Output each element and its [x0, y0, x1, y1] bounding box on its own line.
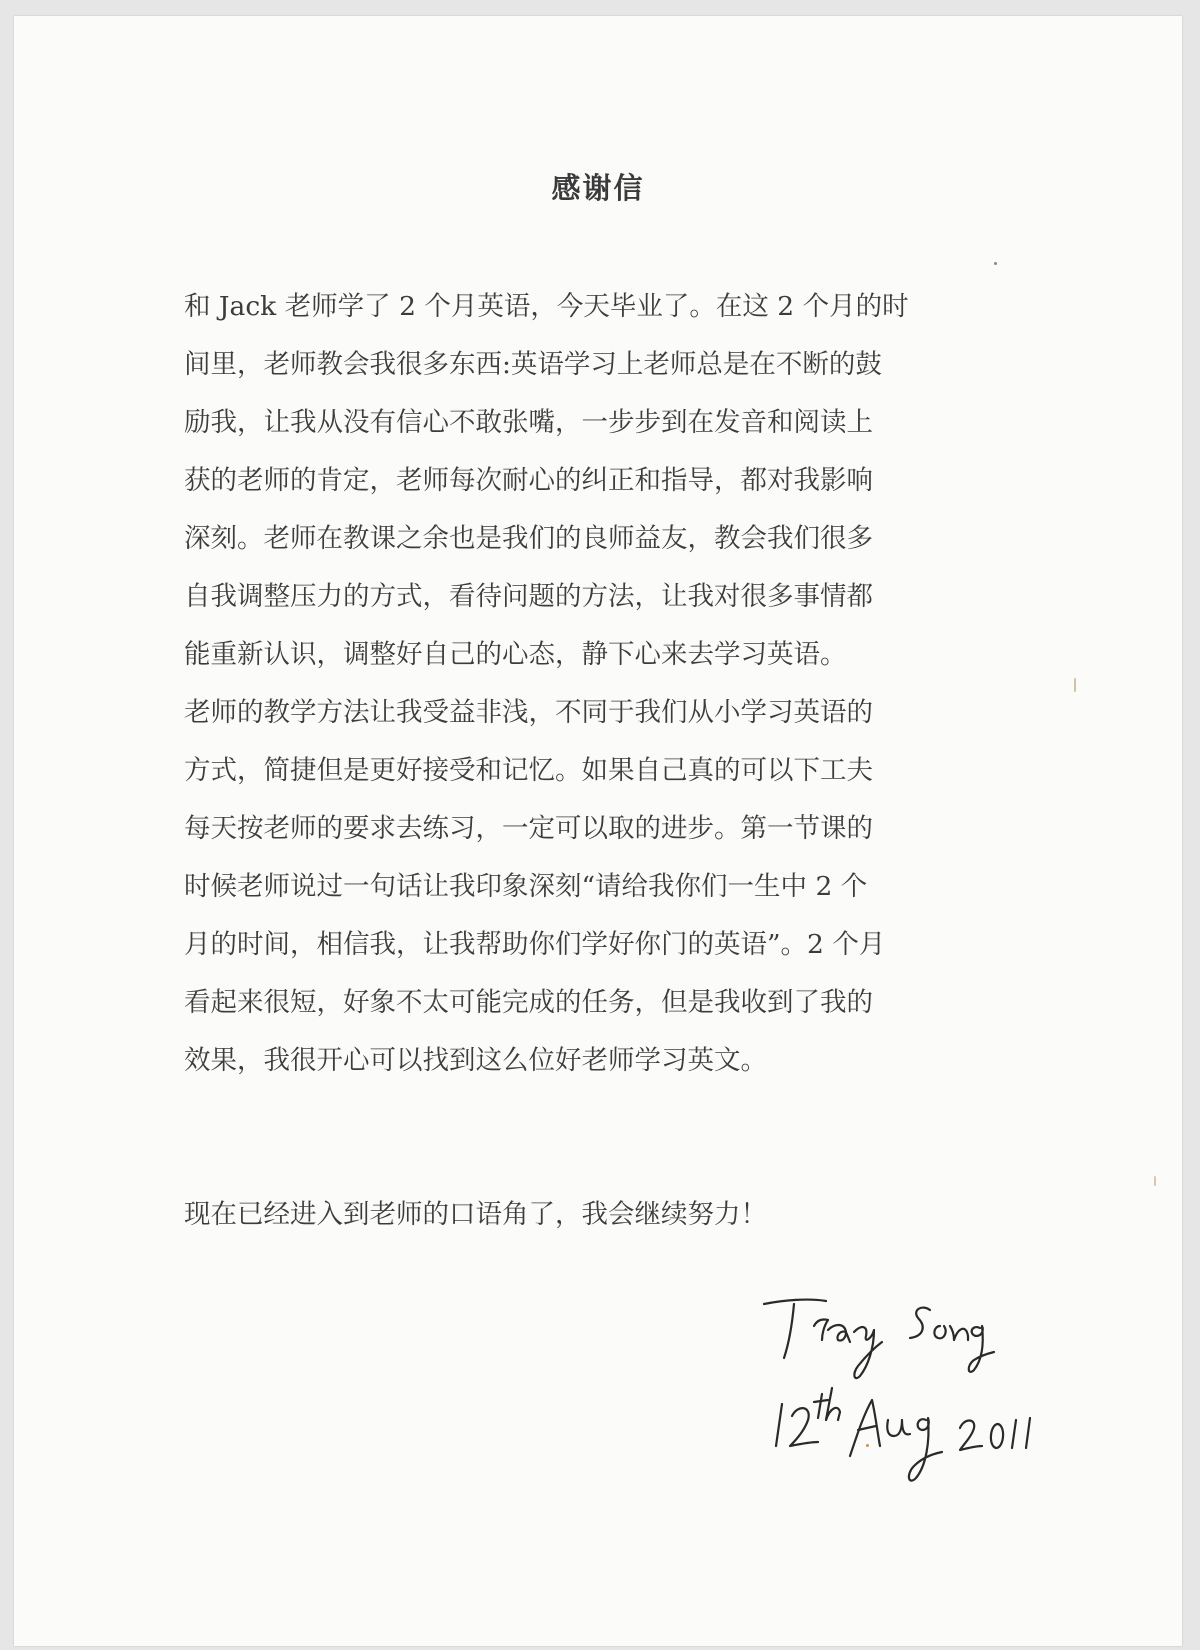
handwritten-signature — [754, 1296, 1054, 1496]
letter-body — [184, 278, 1024, 1090]
body-line: 自我调整压力的方式，看待问题的方法，让我对很多事情都 — [184, 581, 873, 612]
scan-speck — [994, 262, 997, 265]
body-line: 看起来很短，好象不太可能完成的任务，但是我收到了我的 — [184, 987, 873, 1018]
body-line: 能重新认识，调整好自己的心态，静下心来去学习英语。 — [184, 639, 847, 670]
body-line: 时候老师说过一句话让我印象深刻“请给我你们一生中 2 个 — [184, 871, 868, 902]
body-line: 老师的教学方法让我受益非浅，不同于我们从小学习英语的 — [184, 697, 873, 728]
body-line: 深刻。老师在教课之余也是我们的良师益友，教会我们很多 — [184, 523, 873, 554]
scan-speck — [866, 1444, 869, 1447]
body-line: 获的老师的肯定，老师每次耐心的纠正和指导，都对我影响 — [184, 465, 873, 496]
closing-line: 现在已经进入到老师的口语角了，我会继续努力！ — [184, 1199, 767, 1230]
letter-paper — [14, 16, 1182, 1646]
body-line: 间里，老师教会我很多东西:英语学习上老师总是在不断的鼓 — [184, 349, 882, 380]
body-line: 励我，让我从没有信心不敢张嘴，一步步到在发音和阅读上 — [184, 407, 873, 438]
scan-speck — [1074, 678, 1076, 692]
body-line: 方式，简捷但是更好接受和记忆。如果自己真的可以下工夫 — [184, 755, 873, 786]
body-line: 效果，我很开心可以找到这么位好老师学习英文。 — [184, 1045, 767, 1076]
body-line: 和 Jack 老师学了 2 个月英语，今天毕业了。在这 2 个月的时 — [184, 291, 909, 322]
letter-title: 感谢信 — [551, 171, 645, 205]
scan-speck — [1154, 1176, 1156, 1186]
body-line: 月的时间，相信我，让我帮助你们学好你门的英语”。2 个月 — [184, 929, 886, 960]
body-line: 每天按老师的要求去练习，一定可以取的进步。第一节课的 — [184, 813, 873, 844]
